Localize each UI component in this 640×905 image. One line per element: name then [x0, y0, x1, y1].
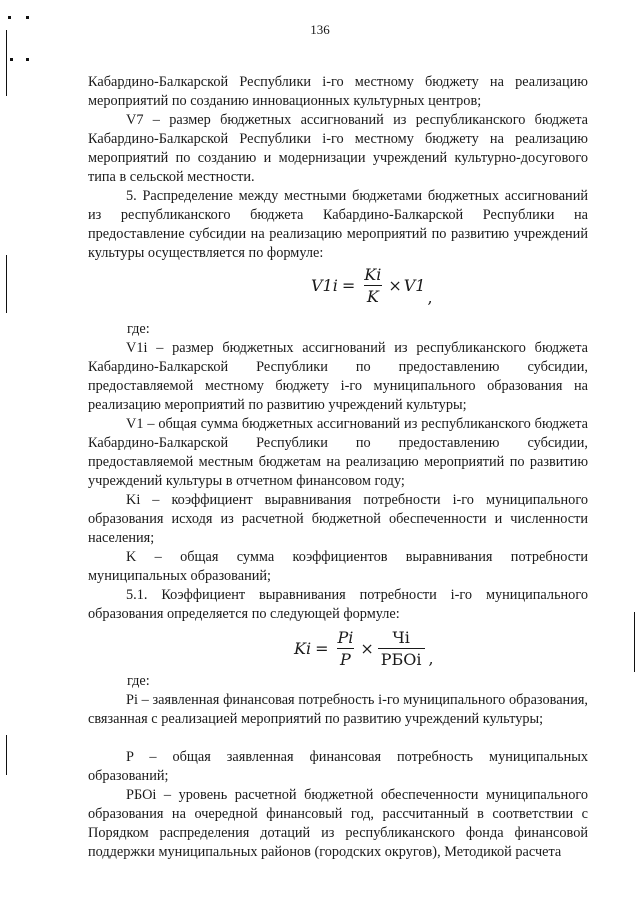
formula-ki-eq: = — [315, 639, 329, 658]
scan-mark — [6, 68, 7, 96]
formula-v1i-fraction — [361, 265, 384, 306]
formula-ki-lhs: Ki — [294, 639, 312, 658]
where-label-1-text: где: — [127, 321, 150, 337]
formula-v1i-numerator: Ki — [364, 265, 382, 284]
formula-v1i-lhs: V1i — [311, 276, 338, 295]
definition-p — [88, 748, 588, 786]
paragraph-1-text: Кабардино-Балкарской Республики i-го местному бюджету на реализацию мероприятий по созданию инновационных культурных центров; — [88, 74, 588, 109]
formula-ki-denominator-2: РБОi — [378, 648, 425, 669]
where-label-2 — [127, 672, 227, 691]
paragraph-v7 — [88, 111, 588, 187]
formula-ki-times: × — [360, 639, 374, 658]
paragraph-5-1 — [88, 586, 588, 624]
formula-ki-numerator-1: Pi — [337, 628, 354, 647]
scan-mark — [634, 612, 635, 672]
formula-ki-denominator-1: P — [337, 648, 354, 669]
formula-v1i-comma: , — [427, 288, 433, 307]
formula-ki — [294, 628, 434, 669]
formula-v1i-rhs: V1 — [403, 276, 426, 295]
definition-v1-text: V1 – общая сумма бюджетных ассигнований из республиканского бюджета Кабардино-Балкарской Республики по предоставлению субсидии, предоставляемой местным бюджетам на реализацию мероприятий по развитию учреждений культуры в отчетном финансовом году; — [88, 416, 588, 489]
scan-mark — [26, 58, 29, 61]
definition-rboi-text: РБОi – уровень расчетной бюджетной обеспеченности муниципального образования на очередной финансовый год, рассчитанный в соответствии с Порядком распределения дотаций из республиканского фонда финансовой поддержки муниципальных районов (городских округов), Методикой расчета — [88, 787, 588, 860]
definition-pi — [88, 691, 588, 729]
scan-mark — [26, 16, 29, 19]
definition-k — [88, 548, 588, 586]
definition-rboi — [88, 786, 588, 862]
scan-mark — [10, 58, 13, 61]
formula-ki-fraction-2 — [378, 628, 425, 669]
formula-v1i-denominator: K — [364, 285, 382, 306]
scan-mark — [6, 255, 7, 313]
formula-v1i-times: × — [388, 276, 402, 295]
definition-k-text: K – общая сумма коэффициентов выравнивания потребности муниципальных образований; — [88, 549, 588, 584]
scan-mark — [6, 30, 7, 70]
paragraph-5 — [88, 187, 588, 263]
definition-v1i-text: V1i – размер бюджетных ассигнований из республиканского бюджета Кабардино-Балкарской Республики по предоставлению субсидии, предоставляемой местному бюджету i-го муниципального образования на реализацию мероприятий по развитию учреждений культуры; — [88, 340, 588, 413]
definition-pi-text: Pi – заявленная финансовая потребность i-го муниципального образования, связанная с реализацией мероприятий по развитию учреждений культуры; — [88, 692, 588, 727]
formula-ki-numerator-2: Чi — [392, 628, 410, 647]
formula-ki-comma: , — [428, 649, 434, 668]
scan-mark — [8, 16, 11, 19]
where-label-1 — [127, 320, 227, 339]
definition-v1 — [88, 415, 588, 491]
paragraph-5-1-text: 5.1. Коэффициент выравнивания потребности i-го муниципального образования определяется по следующей формуле: — [88, 587, 588, 622]
formula-v1i — [311, 265, 433, 306]
page-number: 136 — [310, 22, 330, 37]
paragraph-1 — [88, 73, 588, 111]
formula-ki-fraction-1 — [334, 628, 356, 669]
scan-mark — [6, 735, 7, 775]
definition-ki — [88, 491, 588, 548]
where-label-2-text: где: — [127, 673, 150, 689]
definition-p-text: P – общая заявленная финансовая потребность муниципальных образований; — [88, 749, 588, 784]
formula-v1i-eq: = — [341, 276, 356, 295]
definition-ki-text: Ki – коэффициент выравнивания потребности i-го муниципального образования исходя из расчетной бюджетной обеспеченности и численности населения; — [88, 492, 588, 546]
definition-v1i — [88, 339, 588, 415]
paragraph-5-text: 5. Распределение между местными бюджетами бюджетных ассигнований из республиканского бюджета Кабардино-Балкарской Республики на предоставление субсидии на реализацию мероприятий по развитию учреждений культуры осуществляется по формуле: — [88, 188, 588, 261]
paragraph-v7-text: V7 – размер бюджетных ассигнований из республиканского бюджета Кабардино-Балкарской Республики i-го местному бюджету на реализацию мероприятий по созданию и модернизации учреждений культурно-досугового типа в сельской местности. — [88, 112, 588, 185]
